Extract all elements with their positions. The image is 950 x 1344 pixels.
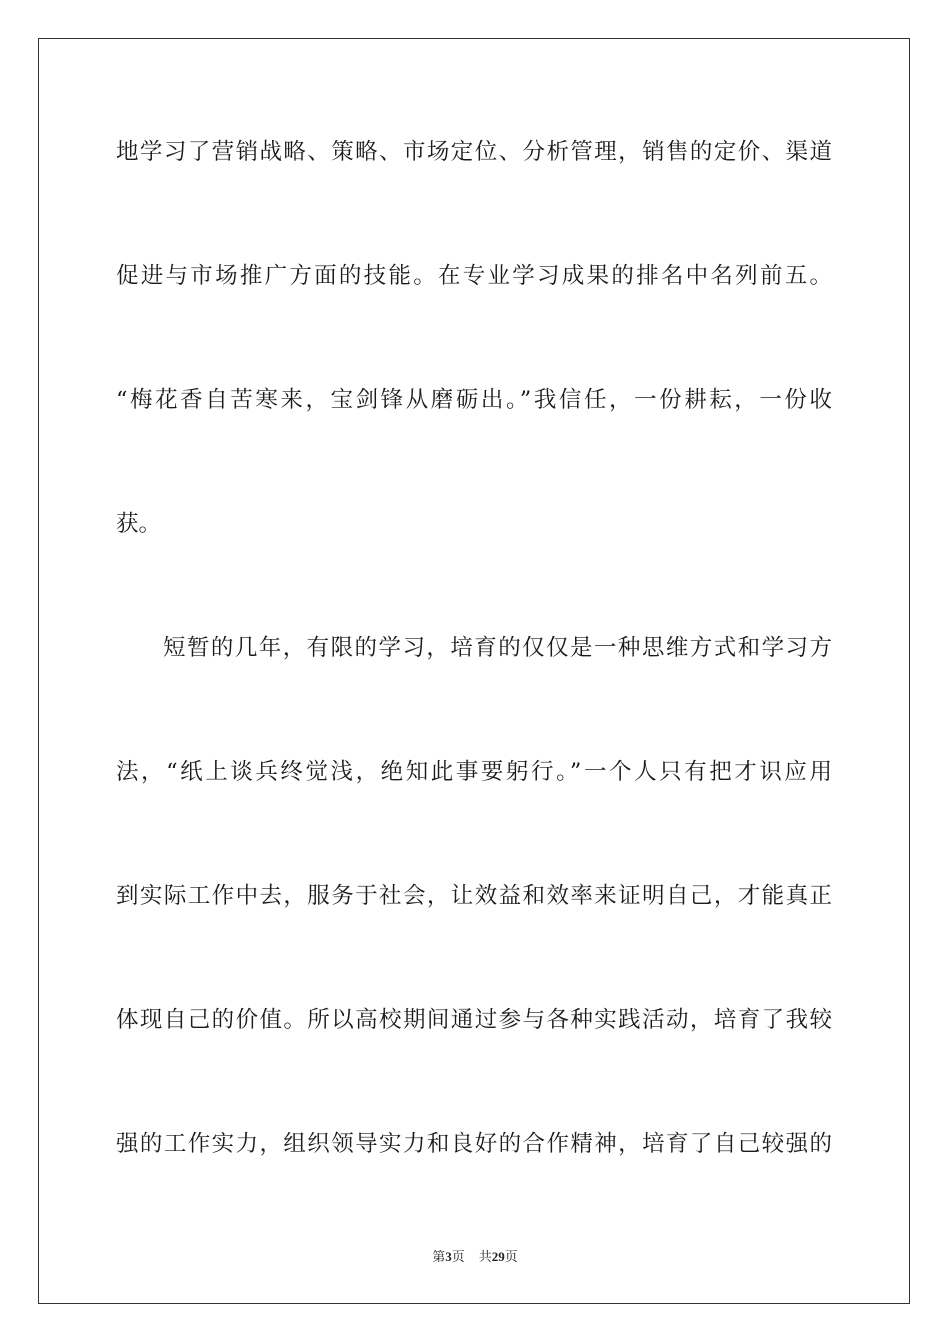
body-text-line-7: 到实际工作中去，服务于社会，让效益和效率来证明自己，才能真正 (116, 883, 832, 909)
body-text-line-1: 地学习了营销战略、策略、市场定位、分析管理，销售的定价、渠道 (116, 139, 832, 165)
total-suffix: 页 (504, 1250, 518, 1265)
total-prefix: 共 (478, 1250, 492, 1265)
total-pages: 29 (491, 1249, 505, 1264)
page-footer (0, 1248, 950, 1267)
body-text-line-2: 促进与市场推广方面的技能。在专业学习成果的排名中名列前五。 (116, 263, 832, 289)
page-border (38, 38, 910, 1304)
body-text-line-3: “梅花香自苦寒来，宝剑锋从磨砺出。”我信任，一份耕耘，一份收 (116, 387, 832, 413)
body-text-line-9: 强的工作实力，组织领导实力和良好的合作精神，培育了自己较强的 (116, 1131, 832, 1157)
page-number: 3 (445, 1249, 452, 1264)
body-text-line-6: 法，“纸上谈兵终觉浅，绝知此事要躬行。”一个人只有把才识应用 (116, 759, 832, 785)
body-text-line-8: 体现自己的价值。所以高校期间通过参与各种实践活动，培育了我较 (116, 1007, 832, 1033)
page-suffix: 页 (451, 1250, 465, 1265)
body-text-line-4: 获。 (116, 511, 162, 537)
page-prefix: 第 (432, 1250, 446, 1265)
body-text-line-5: 短暂的几年，有限的学习，培育的仅仅是一种思维方式和学习方 (163, 635, 832, 661)
